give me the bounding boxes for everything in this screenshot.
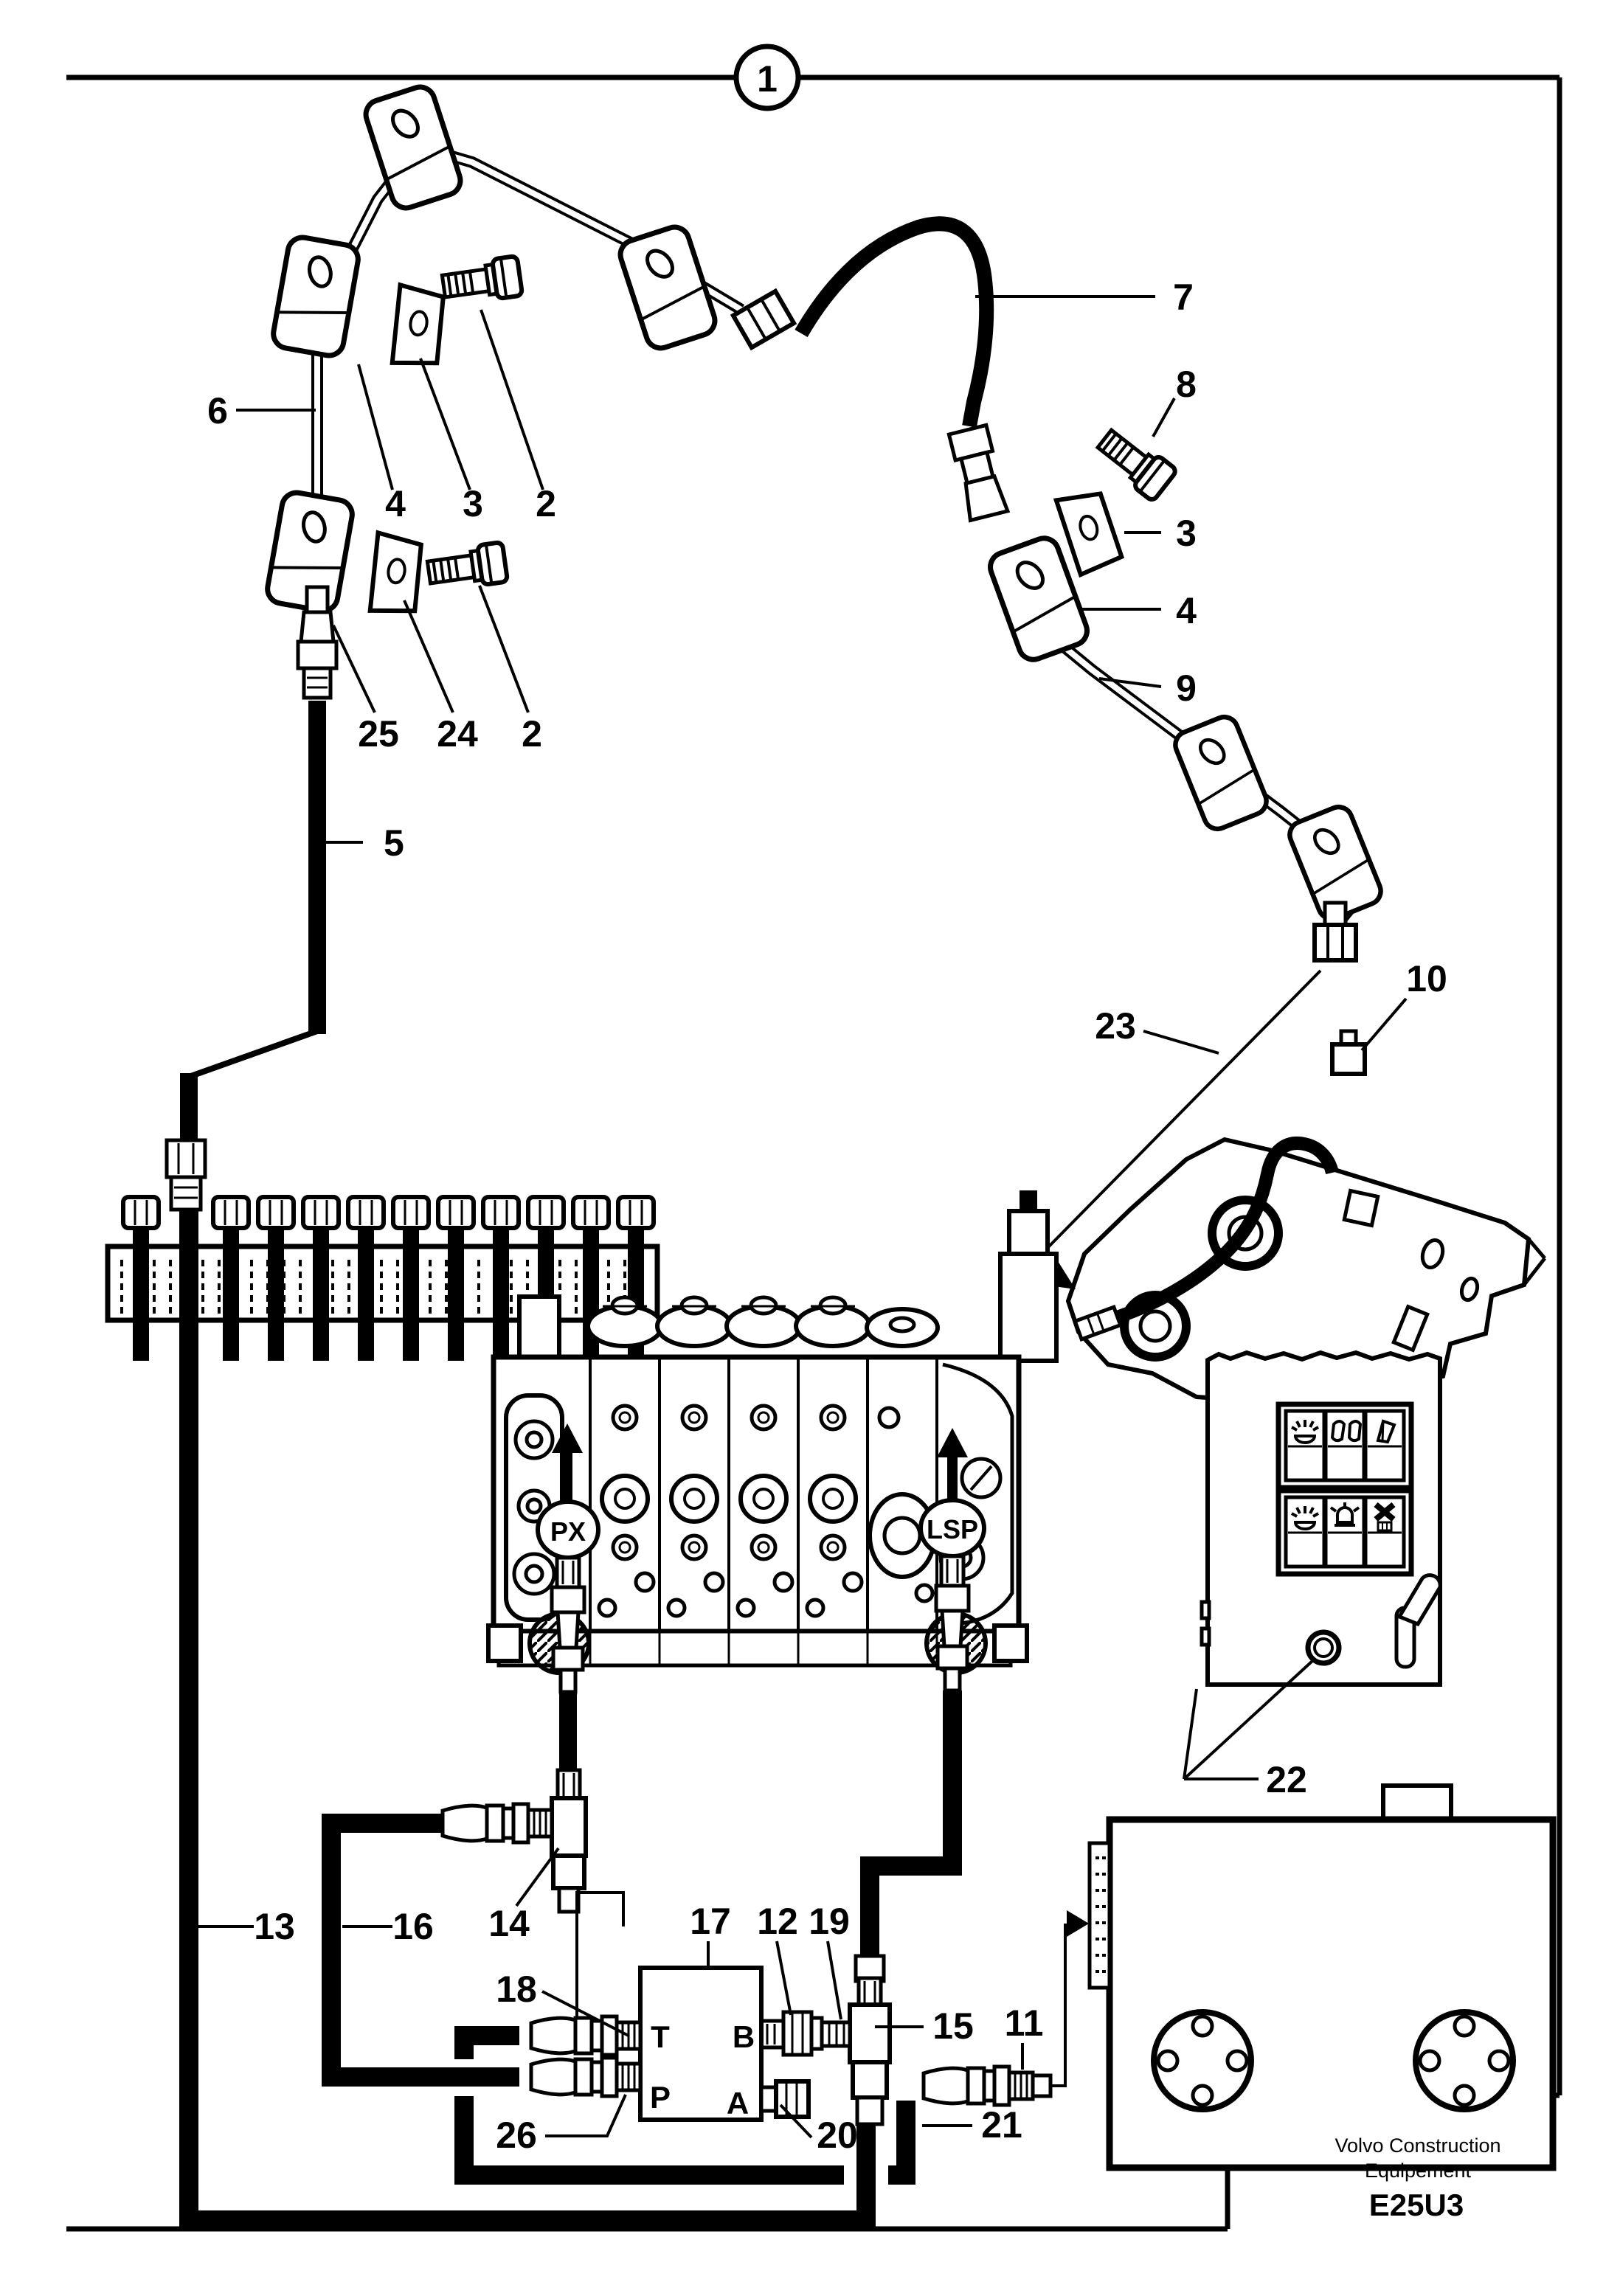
clamp-3 — [271, 235, 361, 358]
hose-7 — [801, 223, 986, 426]
callout-8: 8 — [1176, 364, 1197, 405]
tee-fitting-14 — [443, 1770, 586, 1912]
company-name-line2: Equipement — [1364, 2160, 1472, 2182]
shim-24 — [367, 533, 425, 617]
callout-3a: 3 — [463, 483, 483, 524]
title-block — [1335, 2134, 1500, 2222]
union-nut-7 — [733, 291, 794, 347]
callout-24: 24 — [437, 713, 478, 755]
callout-16: 16 — [392, 1906, 434, 1947]
callout-9: 9 — [1176, 667, 1197, 709]
hose-lsp-down — [870, 1690, 952, 1956]
fitting-12 — [783, 2012, 811, 2055]
tee-fitting-15 — [850, 1956, 890, 2124]
callout-22: 22 — [1266, 1759, 1307, 1800]
clamp-5 — [1171, 713, 1270, 833]
callout-18: 18 — [496, 1969, 537, 2010]
tank-flange-left — [1154, 2012, 1251, 2109]
company-name-line1: Volvo Construction — [1335, 2134, 1501, 2157]
callout-21: 21 — [981, 2104, 1022, 2146]
callout-10: 10 — [1406, 958, 1447, 999]
pilot-tube-assembly — [266, 83, 1385, 1074]
shim-3b — [1056, 488, 1124, 576]
model-code: E25U3 — [1368, 2188, 1464, 2222]
b-port-fittings — [761, 2012, 850, 2055]
bolt-2a — [441, 256, 523, 306]
tank-filler — [1383, 1786, 1451, 1820]
callout-23: 23 — [1095, 1005, 1136, 1047]
callout-14: 14 — [488, 1903, 530, 1944]
lsp-label: LSP — [926, 1514, 979, 1544]
callout-19: 19 — [809, 1901, 850, 1942]
tank-flange-right — [1416, 2012, 1513, 2109]
callout-25: 25 — [358, 713, 399, 755]
port-t: T — [651, 2019, 670, 2054]
callout-11: 11 — [1004, 2002, 1044, 2044]
clamp-2 — [617, 223, 719, 352]
control-panel — [1202, 1353, 1440, 1685]
callout-3b: 3 — [1176, 513, 1197, 554]
port-a: A — [726, 2086, 750, 2120]
callout-2b: 2 — [522, 713, 542, 755]
port-p: P — [649, 2080, 671, 2115]
fitting-26 — [531, 2058, 640, 2096]
hydraulic-tank — [1090, 1786, 1553, 2168]
px-label: PX — [550, 1516, 586, 1547]
shim-3a — [390, 285, 447, 369]
callout-2a: 2 — [536, 483, 556, 524]
callout-17: 17 — [690, 1901, 731, 1942]
callout-15: 15 — [932, 2005, 974, 2047]
fitting-18 — [531, 2016, 640, 2055]
callout-26: 26 — [496, 2115, 537, 2156]
port-b: B — [732, 2019, 755, 2054]
callout-13: 13 — [254, 1906, 295, 1947]
bolt-2b — [426, 542, 508, 592]
panel-tab — [1202, 1629, 1209, 1645]
fitting-10 — [1332, 1031, 1365, 1074]
bolt-8 — [1093, 423, 1177, 502]
sheet-callout-number: 1 — [757, 58, 778, 100]
callout-12: 12 — [757, 1901, 798, 1942]
switch-hazard[interactable] — [1365, 1497, 1404, 1567]
callout-6: 6 — [207, 390, 228, 431]
callout-7: 7 — [1173, 277, 1194, 318]
hose-7-fittings — [949, 425, 1007, 520]
callout-4b: 4 — [1176, 590, 1197, 631]
callout-20: 20 — [817, 2115, 858, 2156]
callout-5: 5 — [384, 822, 404, 864]
callout-4a: 4 — [385, 483, 406, 524]
panel-tab — [1202, 1602, 1209, 1618]
